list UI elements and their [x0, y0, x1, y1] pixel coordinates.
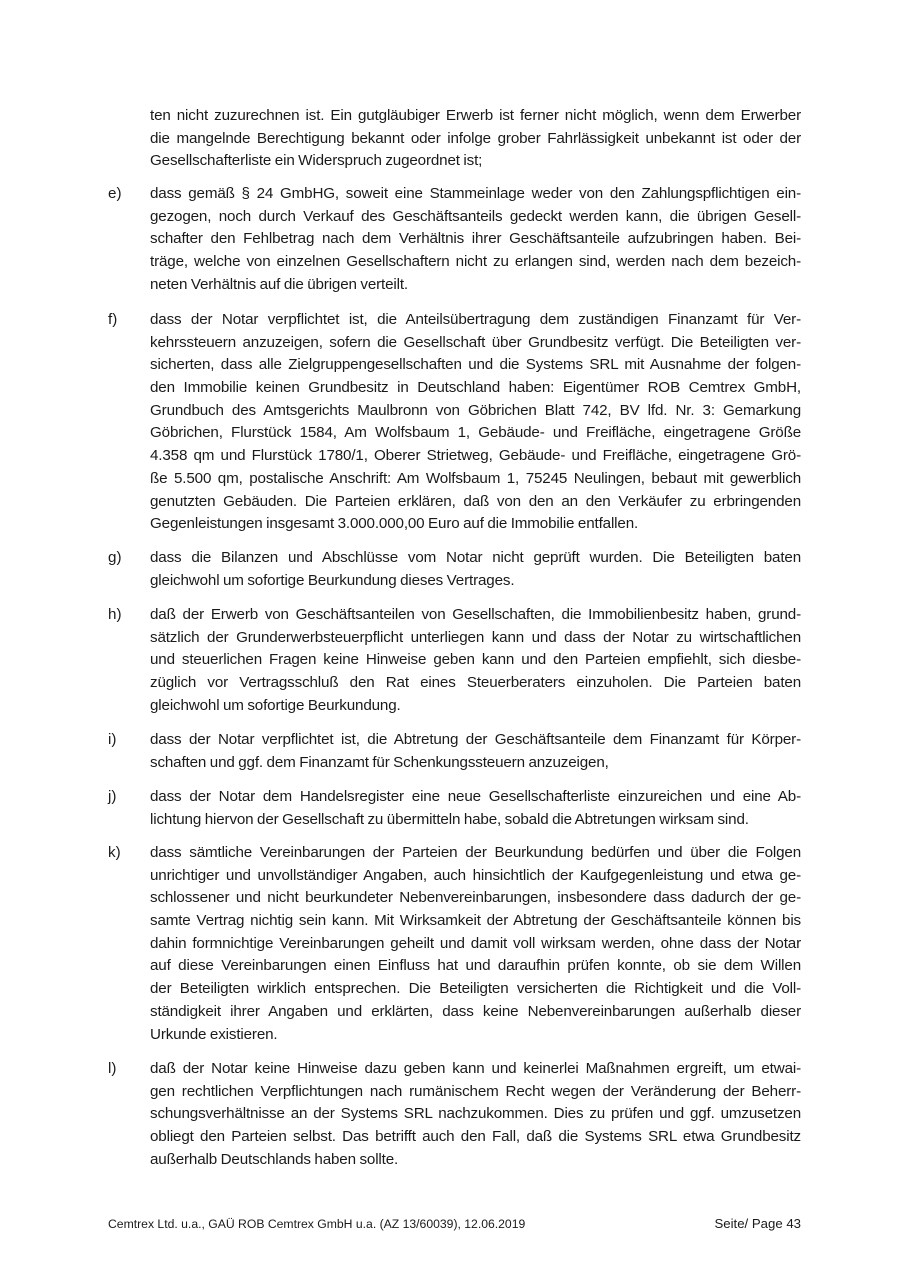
clause-text	[150, 105, 801, 173]
clause-label: e)	[108, 185, 122, 202]
text-line: gleichwohl um sofortige Beurkundung dieses Vertrages.	[150, 571, 515, 589]
text-line: dahin formnichtige Vereinbarungen geheilt und damit voll wirksam werden, ohne dass der Notar	[150, 934, 801, 952]
text-line: und steuerlichen Fragen keine Hinweise geben kann und den Parteien empfiehlt, sich diesbe-	[150, 651, 801, 669]
text-line: neten Verhältnis auf die übrigen verteilt.	[150, 275, 408, 293]
text-line: gen rechtlichen Verpflichtungen nach rumänischem Recht wegen der Veränderung der Beherr-	[150, 1082, 801, 1100]
text-line: Grundbuch des Amtsgerichts Maulbronn von Göbrichen Blatt 742, BV lfd. Nr. 3: Gemarkung	[150, 401, 801, 419]
text-line: 4.358 qm und Flurstück 1780/1, Oberer Strietweg, Gebäude- und Freifläche, eingetragene Grö-	[150, 447, 801, 465]
text-line: der Beteiligten wirklich entsprechen. Die Beteiligten versicherten die Richtigkeit und die Voll-	[150, 980, 801, 998]
text-line: auf diese Vereinbarungen einen Einfluss hat und daraufhin prüfen konnte, ob sie dem Willen	[150, 957, 801, 975]
text-line: lichtung hiervon der Gesellschaft zu übermitteln habe, sobald die Abtretungen wirksam sind.	[150, 810, 749, 828]
text-line: unrichtiger und unvollständiger Angaben, auch hinsichtlich der Kaufgegenleistung und etwa ge-	[150, 866, 801, 884]
text-line: die mangelnde Berechtigung bekannt oder infolge grober Fahrlässigkeit unbekannt ist oder der	[150, 129, 801, 147]
clause-label: g)	[108, 549, 122, 566]
text-line: träge, welche von einzelnen Gesellschaftern nicht zu erlangen sind, werden nach dem bezeich-	[150, 253, 801, 271]
clause-text	[150, 604, 801, 717]
clause-text	[150, 183, 801, 296]
clause-text	[150, 729, 801, 774]
text-line: dass sämtliche Vereinbarungen der Parteien der Beurkundung bedürfen und über die Folgen	[150, 844, 801, 861]
text-line: dass gemäß § 24 GmbHG, soweit eine Stammeinlage weder von den Zahlungspflichtigen ein-	[150, 185, 801, 202]
text-line: dass der Notar verpflichtet ist, die Anteilsübertragung dem zuständigen Finanzamt für Ver-	[150, 311, 801, 328]
text-line: Göbrichen, Flurstück 1584, Am Wolfsbaum 1, Gebäude- und Freifläche, eingetragene Größe	[150, 424, 801, 442]
clause-text	[150, 309, 801, 536]
text-line: sätzlich der Grunderwerbsteuerpflicht unterliegen kann und dass der Notar zu wirtschaftlichen	[150, 628, 801, 646]
text-line: ten nicht zuzurechnen ist. Ein gutgläubiger Erwerb ist ferner nicht möglich, wenn dem Erwerber	[150, 107, 801, 124]
clause-label: h)	[108, 606, 122, 623]
text-line: daß der Notar keine Hinweise dazu geben kann und keinerlei Maßnahmen ergreift, um etwai-	[150, 1060, 801, 1077]
text-line: samte Vertrag nichtig sein kann. Mit Wirksamkeit der Abtretung der Geschäftsanteile können bis	[150, 912, 801, 930]
text-line: dass der Notar dem Handelsregister eine neue Gesellschafterliste einzureichen und eine Ab-	[150, 788, 801, 805]
clause-text	[150, 1058, 801, 1171]
clause-text	[150, 547, 801, 592]
text-line: gleichwohl um sofortige Beurkundung.	[150, 696, 401, 714]
text-line: ständigkeit ihrer Angaben und erklärten, dass keine Nebenvereinbarungen außerhalb dieser	[150, 1002, 801, 1020]
text-line: sicherten, dass alle Zielgruppengesellschaften und die Systems SRL mit Ausnahme der folgen-	[150, 356, 801, 374]
text-line: schaften und ggf. dem Finanzamt für Schenkungssteuern anzuzeigen,	[150, 753, 609, 771]
clause-label: k)	[108, 844, 121, 861]
clause-label: l)	[108, 1060, 117, 1077]
text-line: schlossener und nicht beurkundeter Nebenvereinbarungen, insbesondere dass dadurch der ge-	[150, 889, 801, 907]
text-line: daß der Erwerb von Geschäftsanteilen von Gesellschaften, die Immobilienbesitz haben, grund-	[150, 606, 801, 623]
text-line: außerhalb Deutschlands haben sollte.	[150, 1150, 399, 1168]
text-line: kehrssteuern anzuzeigen, sofern die Gesellschaft über Grundbesitz verfügt. Die Beteiligten ver-	[150, 333, 801, 351]
text-line: genutzten Gebäuden. Die Parteien erklären, daß von den an den Verkäufer zu erbringenden	[150, 492, 801, 510]
text-line: dass der Notar verpflichtet ist, die Abtretung der Geschäftsanteile dem Finanzamt für Körper-	[150, 731, 801, 748]
clause-label: f)	[108, 311, 118, 328]
text-line: Gegenleistungen insgesamt 3.000.000,00 Euro auf die Immobilie entfallen.	[150, 515, 639, 533]
text-line: schafter den Fehlbetrag nach dem Verhältnis ihrer Geschäftsanteile aufzubringen haben. Bei-	[150, 230, 801, 248]
clause-label: i)	[108, 731, 117, 748]
text-line: obliegt den Parteien selbst. Das betrifft auch den Fall, daß die Systems SRL etwa Grundbesitz	[150, 1128, 801, 1146]
text-line: Urkunde existieren.	[150, 1025, 278, 1043]
text-line: dass die Bilanzen und Abschlüsse vom Notar nicht geprüft wurden. Die Beteiligten baten	[150, 549, 801, 566]
footer-reference: Cemtrex Ltd. u.a., GAÜ ROB Cemtrex GmbH u.a. (AZ 13/60039), 12.06.2019	[108, 1217, 526, 1231]
footer-page-number: Seite/ Page 43	[714, 1216, 801, 1231]
clause-text	[150, 786, 801, 831]
clause-text	[150, 842, 801, 1046]
text-line: Gesellschafterliste ein Widerspruch zugeordnet ist;	[150, 152, 483, 170]
text-line: schungsverhältnisse an der Systems SRL nachzukommen. Dies zu prüfen und ggf. umzusetzen	[150, 1105, 801, 1123]
text-line: gezogen, noch durch Verkauf des Geschäftsanteils gedeckt werden kann, die übrigen Gesell-	[150, 207, 801, 225]
text-line: den Immobilie keinen Grundbesitz in Deutschland haben: Eigentümer ROB Cemtrex GmbH,	[150, 379, 801, 397]
clause-label: j)	[108, 788, 117, 805]
text-line: ße 5.500 qm, postalische Anschrift: Am Wolfsbaum 1, 75245 Neulingen, bebaut mit gewerblich	[150, 469, 801, 487]
text-line: züglich vor Vertragsschluß den Rat eines Steuerberaters einzuholen. Die Parteien baten	[150, 674, 801, 692]
